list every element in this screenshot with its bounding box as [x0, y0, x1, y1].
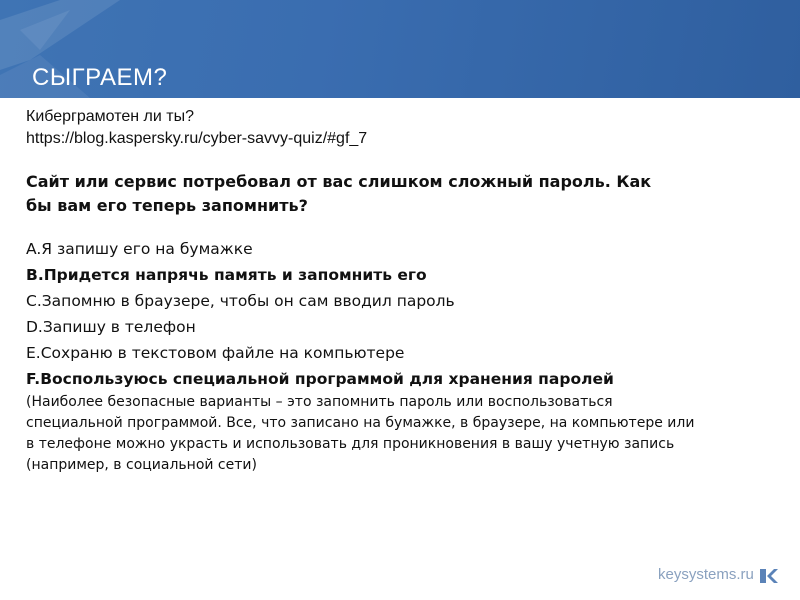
answer-c: C.Запомню в браузере, чтобы он сам вводил пароль [26, 292, 455, 310]
answer-d: D.Запишу в телефон [26, 318, 196, 336]
slide-header [0, 0, 800, 98]
answer-f: F.Воспользуюсь специальной программой для хранения паролей [26, 370, 614, 388]
answer-e: E.Сохраню в текстовом файле на компьютере [26, 344, 405, 362]
answer-b: B.Придется напрячь память и запомнить его [26, 266, 427, 284]
quiz-link[interactable]: https://blog.kaspersky.ru/cyber-savvy-quiz/#gf_7 [26, 130, 368, 147]
answer-a: A.Я запишу его на бумажке [26, 240, 253, 258]
answer-list [26, 236, 706, 476]
slide-title: СЫГРАЕМ? [32, 64, 168, 91]
keysystems-logo-icon [760, 569, 778, 583]
footer-brand: keysystems.ru [658, 566, 754, 583]
slide-content [26, 106, 706, 476]
answer-explanation: (Наиболее безопасные варианты – это запомнить пароль или воспользоваться специальной программой. Все, что записано на бумажке, в браузере, на компьютере или в телефоне можно украсть и использовать для проникновения в вашу учетную запись (например, в социальной сети) [26, 394, 695, 473]
quiz-question: Сайт или сервис потребовал от вас слишком сложный пароль. Как бы вам его теперь запомнить? [26, 172, 652, 215]
quiz-name: Киберграмотен ли ты? [26, 108, 194, 125]
